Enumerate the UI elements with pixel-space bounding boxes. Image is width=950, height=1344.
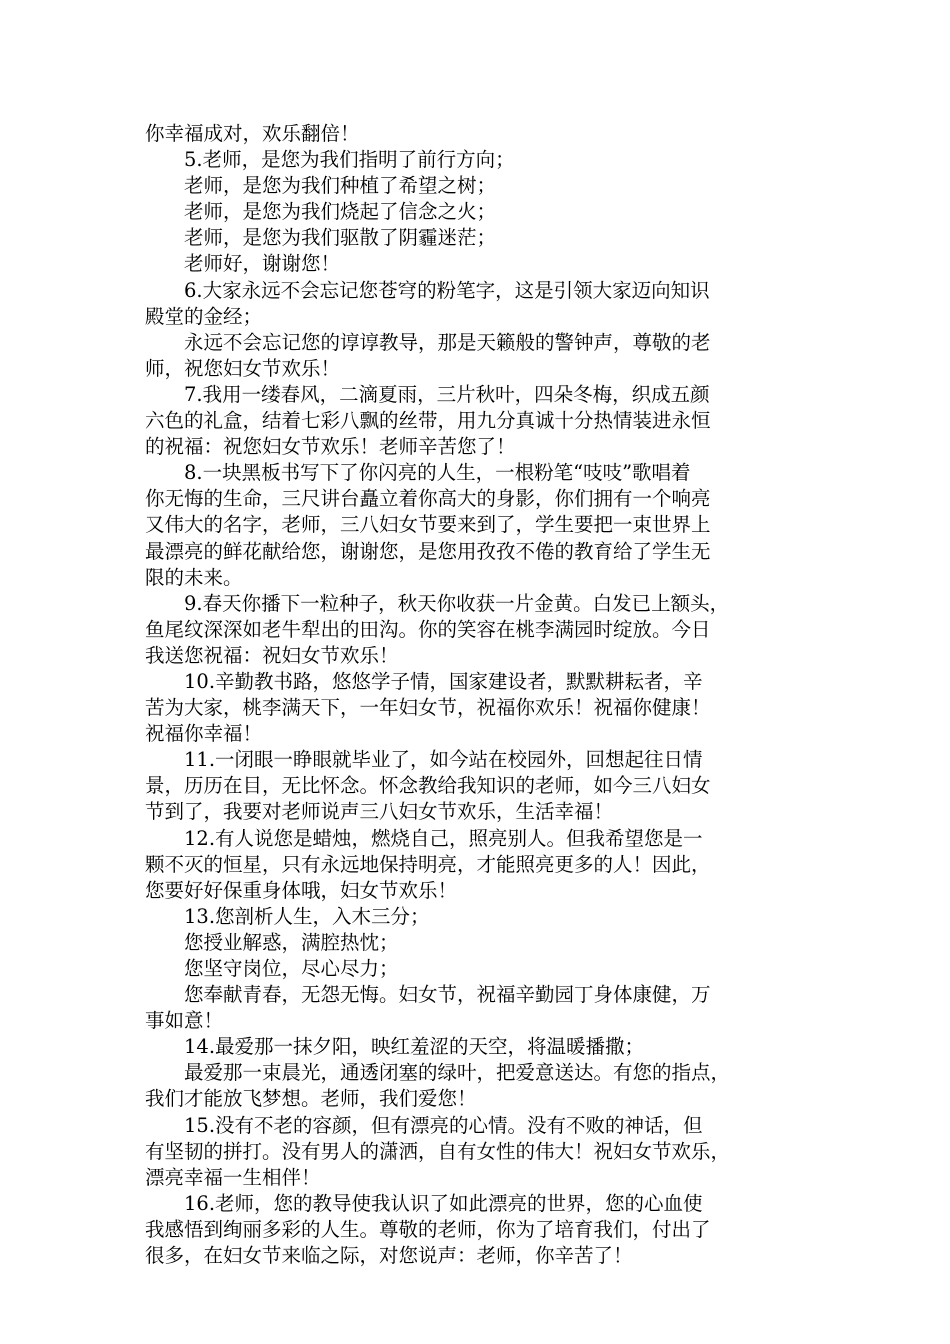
paragraph (145, 982, 807, 1034)
paragraph (145, 826, 807, 904)
paragraph (145, 930, 807, 956)
text-line: 9.春天你播下一粒种子，秋天你收获一片金黄。白发已上额头， (184, 591, 730, 615)
paragraph (145, 121, 807, 147)
paragraph (145, 278, 807, 330)
paragraph (145, 956, 807, 982)
text-line: 节到了，我要对老师说声三八妇女节欢乐，生活幸福！ (145, 800, 614, 824)
text-line: 7.我用一缕春风，二滴夏雨，三片秋叶，四朵冬梅，织成五颜 (184, 382, 710, 406)
paragraph (145, 1191, 807, 1269)
text-line: 殿堂的金经； (145, 304, 263, 328)
text-line: 老师好，谢谢您！ (184, 252, 341, 276)
paragraph (145, 460, 807, 590)
text-line: 您要好好保重身体哦，妇女节欢乐！ (145, 878, 458, 902)
text-line: 景，历历在目，无比怀念。怀念教给我知识的老师，如今三八妇女 (145, 774, 711, 798)
text-line: 老师，是您为我们种植了希望之树； (184, 174, 497, 198)
text-line: 限的未来。 (145, 565, 243, 589)
paragraph (145, 382, 807, 460)
text-line: 的祝福：祝您妇女节欢乐！老师辛苦您了！ (145, 435, 516, 459)
text-line: 你幸福成对，欢乐翻倍！ (145, 122, 360, 145)
text-line: 师，祝您妇女节欢乐！ (145, 356, 341, 380)
paragraph (145, 904, 807, 930)
paragraph (145, 173, 807, 199)
text-line: 很多，在妇女节来临之际，对您说声：老师，你辛苦了！ (145, 1244, 633, 1268)
text-line: 祝福你幸福！ (145, 722, 263, 746)
text-line: 最漂亮的鲜花献给您，谢谢您，是您用孜孜不倦的教育给了学生无 (145, 539, 711, 563)
text-line: 您授业解惑，满腔热忱； (184, 930, 399, 954)
text-line: 鱼尾纹深深如老牛犁出的田沟。你的笑容在桃李满园时绽放。今日 (145, 617, 711, 641)
paragraph (145, 747, 807, 825)
document-body (145, 121, 807, 1269)
paragraph (145, 591, 807, 669)
text-line: 5.老师，是您为我们指明了前行方向； (184, 148, 515, 172)
paragraph (145, 330, 807, 382)
text-line: 您坚守岗位，尽心尽力； (184, 957, 399, 980)
text-line: 苦为大家，桃李满天下，一年妇女节，祝福你欢乐！祝福你健康！ (145, 696, 711, 720)
paragraph (145, 199, 807, 225)
text-line: 漂亮幸福一生相伴！ (145, 1165, 321, 1189)
paragraph (145, 669, 807, 747)
text-line: 你无悔的生命，三尺讲台矗立着你高大的身影，你们拥有一个响亮 (145, 487, 711, 511)
paragraph (145, 1034, 807, 1060)
text-line: 有坚韧的拼打。没有男人的潇洒，自有女性的伟大！祝妇女节欢乐， (145, 1139, 731, 1163)
text-line: 12.有人说您是蜡烛，燃烧自己，照亮别人。但我希望您是一 (184, 826, 703, 850)
text-line: 11.一闭眼一睁眼就毕业了，如今站在校园外，回想起往日情 (184, 748, 703, 772)
text-line: 10.辛勤教书路，悠悠学子情，国家建设者，默默耕耘者，辛 (184, 669, 703, 693)
text-line: 事如意！ (145, 1009, 224, 1033)
paragraph (145, 1060, 807, 1112)
text-line: 六色的礼盒，结着七彩八飘的丝带，用九分真诚十分热情装进永恒 (145, 409, 711, 433)
paragraph (145, 225, 807, 251)
text-line: 老师，是您为我们烧起了信念之火； (184, 200, 497, 224)
text-line: 我们才能放飞梦想。老师，我们爱您！ (145, 1087, 477, 1111)
paragraph (145, 147, 807, 173)
text-line: 永远不会忘记您的谆谆教导，那是天籁般的警钟声，尊敬的老 (184, 330, 711, 354)
text-line: 最爱那一束晨光，通透闭塞的绿叶，把爱意送达。有您的指点， (184, 1061, 731, 1085)
paragraph (145, 251, 807, 277)
text-line: 16.老师，您的教导使我认识了如此漂亮的世界，您的心血使 (184, 1191, 703, 1215)
text-line: 颗不灭的恒星，只有永远地保持明亮，才能照亮更多的人！因此， (145, 852, 711, 876)
text-line: 6.大家永远不会忘记您苍穹的粉笔字，这是引领大家迈向知识 (184, 278, 710, 302)
paragraph (145, 1113, 807, 1191)
text-line: 14.最爱那一抹夕阳，映红羞涩的天空，将温暖播撒； (184, 1035, 645, 1059)
text-line: 13.您剖析人生，入木三分； (184, 904, 430, 928)
text-line: 8.一块黑板书写下了你闪亮的人生，一根粉笔“吱吱”歌唱着 (184, 461, 691, 485)
text-line: 又伟大的名字，老师，三八妇女节要来到了，学生要把一束世界上 (145, 513, 711, 537)
text-line: 我送您祝福：祝妇女节欢乐！ (145, 643, 399, 667)
text-line: 我感悟到绚丽多彩的人生。尊敬的老师，你为了培育我们，付出了 (145, 1217, 711, 1241)
text-line: 15.没有不老的容颜，但有漂亮的心情。没有不败的神话，但 (184, 1113, 703, 1137)
text-line: 老师，是您为我们驱散了阴霾迷茫； (184, 226, 497, 250)
text-line: 您奉献青春，无怨无悔。妇女节，祝福辛勤园丁身体康健，万 (184, 983, 711, 1007)
